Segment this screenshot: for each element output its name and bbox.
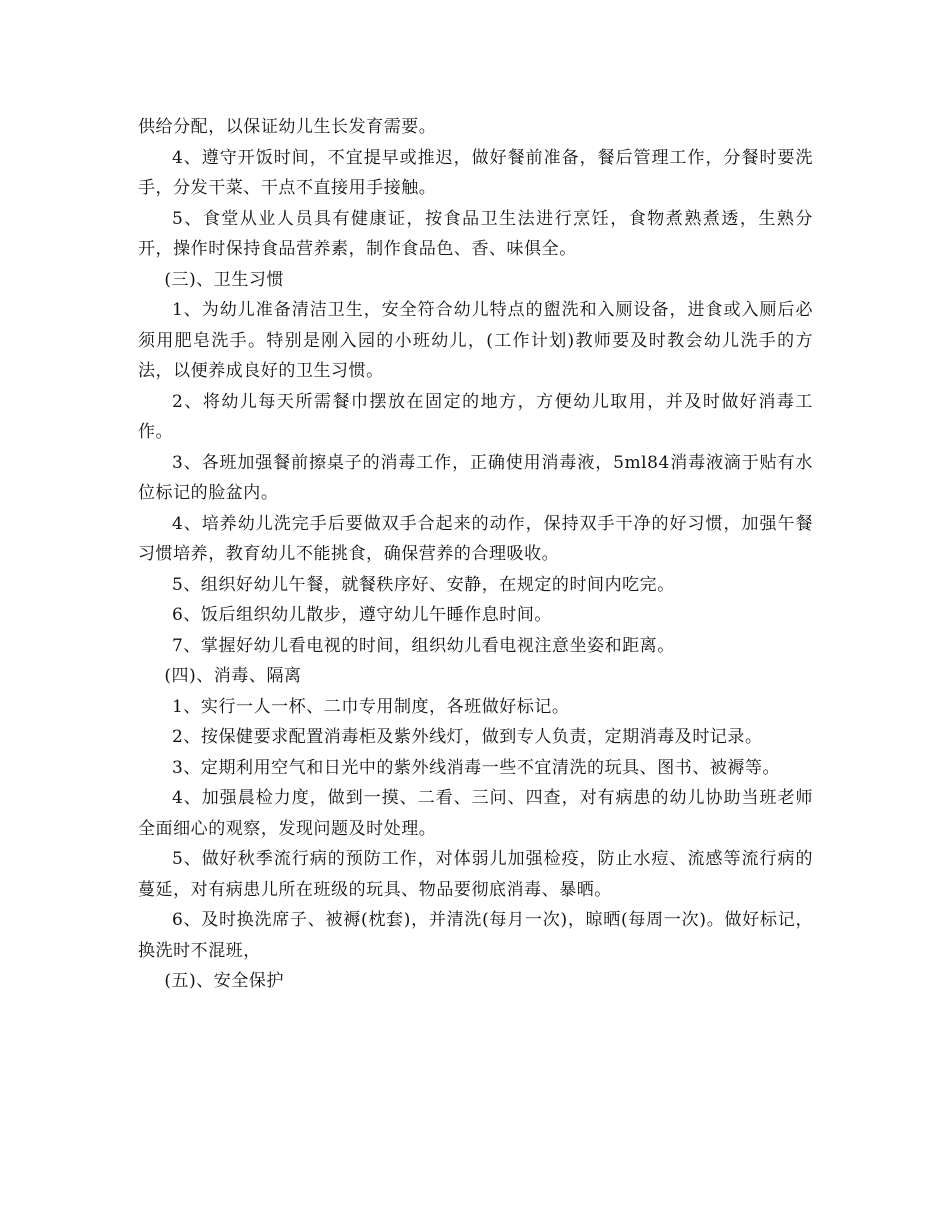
- paragraph-item: 4、遵守开饭时间，不宜提早或推迟，做好餐前准备，餐后管理工作，分餐时要洗手，分发干菜、干点不直接用手接触。: [138, 147, 813, 198]
- section-heading-disinfection: (四)、消毒、隔离: [164, 666, 302, 686]
- paragraph-item: 2、将幼儿每天所需餐巾摆放在固定的地方，方便幼儿取用，并及时做好消毒工作。: [138, 391, 813, 442]
- section-heading-safety: (五)、安全保护: [164, 971, 285, 991]
- paragraph-item: 5、组织好幼儿午餐，就餐秩序好、安静，在规定的时间内吃完。: [172, 574, 675, 595]
- paragraph-item: 4、培养幼儿洗完手后要做双手合起来的动作，保持双手干净的好习惯，加强午餐习惯培养，教育幼儿不能挑食，确保营养的合理吸收。: [138, 513, 813, 564]
- paragraph-item: 6、饭后组织幼儿散步，遵守幼儿午睡作息时间。: [172, 605, 552, 625]
- paragraph-item: 2、按保健要求配置消毒柜及紫外线灯，做到专人负责，定期消毒及时记录。: [172, 727, 763, 747]
- paragraph-item: 1、为幼儿准备清洁卫生，安全符合幼儿特点的盥洗和入厕设备，进食或入厕后必须用肥皂洗手。特别是刚入园的小班幼儿，(工作计划)教师要及时教会幼儿洗手的方法，以便养成良好的卫生习惯。: [138, 300, 813, 381]
- paragraph-item: 4、加强晨检力度，做到一摸、二看、三问、四查，对有病患的幼儿协助当班老师全面细心的观察，发现问题及时处理。: [138, 788, 813, 839]
- paragraph-item: 6、及时换洗席子、被褥(枕套)，并清洗(每月一次)，晾晒(每周一次)。做好标记，换洗时不混班，: [138, 910, 813, 961]
- paragraph-item: 1、实行一人一杯、二巾专用制度，各班做好标记。: [172, 696, 570, 717]
- document-body: [138, 112, 813, 997]
- paragraph-item: 3、定期利用空气和日光中的紫外线消毒一些不宜清洗的玩具、图书、被褥等。: [172, 757, 781, 778]
- paragraph-item: 3、各班加强餐前擦桌子的消毒工作，正确使用消毒液，5ml84消毒液滴于贴有水位标记的脸盆内。: [138, 452, 813, 503]
- section-heading-hygiene: (三)、卫生习惯: [164, 269, 285, 290]
- paragraph-continuation: 供给分配，以保证幼儿生长发育需要。: [138, 117, 437, 137]
- paragraph-item: 5、食堂从业人员具有健康证，按食品卫生法进行烹饪，食物煮熟煮透，生熟分开，操作时保持食品营养素，制作食品色、香、味俱全。: [138, 208, 813, 259]
- paragraph-item: 5、做好秋季流行病的预防工作，对体弱儿加强检疫，防止水痘、流感等流行病的蔓延，对有病患儿所在班级的玩具、物品要彻底消毒、暴晒。: [138, 849, 813, 900]
- paragraph-item: 7、掌握好幼儿看电视的时间，组织幼儿看电视注意坐姿和距离。: [172, 635, 675, 656]
